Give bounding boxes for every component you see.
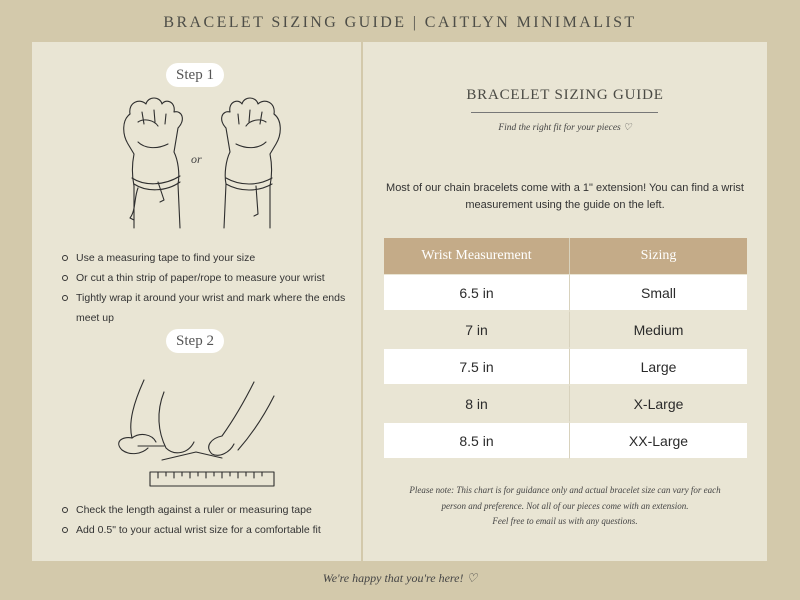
- table-row: [384, 422, 747, 459]
- column-header-wrist: Wrist Measurement: [384, 238, 570, 274]
- sizing-table: [384, 238, 747, 459]
- sizing-guide-subtitle: Find the right fit for your pieces ♡: [498, 123, 632, 133]
- sizing-guide-title: BRACELET SIZING GUIDE: [466, 87, 664, 103]
- footer-message: We're happy that you're here! ♡: [322, 571, 478, 585]
- note-line: Please note: This chart is for guidance only and actual bracelet size can vary for each: [409, 485, 721, 495]
- column-header-sizing: Sizing: [570, 238, 747, 274]
- step-2-instructions: [58, 500, 358, 540]
- table-row: [384, 274, 747, 311]
- list-item: Check the length against a ruler or measuring tape: [58, 500, 358, 520]
- step-2-label: Step 2: [166, 329, 224, 353]
- wrist-cell: 7.5 in: [384, 348, 570, 385]
- title-divider: [471, 112, 658, 113]
- wrist-cell: 8.5 in: [384, 422, 570, 459]
- size-cell: Medium: [570, 311, 747, 348]
- table-header-row: [384, 238, 747, 274]
- wrist-cell: 7 in: [384, 311, 570, 348]
- bullet-icon: [62, 527, 68, 533]
- or-separator: or: [191, 152, 202, 166]
- list-item: Use a measuring tape to find your size: [58, 248, 348, 268]
- size-cell: Large: [570, 348, 747, 385]
- page-header-title: BRACELET SIZING GUIDE | CAITLYN MINIMALIST: [163, 14, 637, 31]
- sizing-chart-panel: [363, 42, 767, 561]
- bullet-icon: [62, 275, 68, 281]
- wrist-cell: 8 in: [384, 385, 570, 422]
- intro-text: Most of our chain bracelets come with a 1" extension! You can find a wrist measurement using the guide on the left.: [386, 182, 744, 211]
- list-item: Add 0.5" to your actual wrist size for a comfortable fit: [58, 520, 358, 540]
- table-row: [384, 385, 747, 422]
- bullet-icon: [62, 255, 68, 261]
- bullet-icon: [62, 295, 68, 301]
- instructions-panel: [32, 42, 361, 561]
- size-cell: Small: [570, 274, 747, 311]
- hand-paper-strip-illustration: [216, 94, 296, 234]
- size-cell: XX-Large: [570, 422, 747, 459]
- table-row: [384, 311, 747, 348]
- hand-measuring-tape-illustration: [108, 94, 188, 234]
- step-1-instructions: [58, 248, 348, 328]
- list-item: Tightly wrap it around your wrist and mark where the ends meet up: [58, 288, 348, 328]
- bullet-icon: [62, 507, 68, 513]
- note-line: person and preference. Not all of our pieces come with an extension.: [441, 500, 689, 511]
- size-cell: X-Large: [570, 385, 747, 422]
- table-row: [384, 348, 747, 385]
- disclaimer-note: [383, 483, 747, 530]
- step-1-label: Step 1: [166, 63, 224, 87]
- wrist-cell: 6.5 in: [384, 274, 570, 311]
- note-line: Feel free to email us with any questions.: [492, 516, 638, 526]
- ruler-measuring-illustration: [104, 372, 284, 482]
- list-item: Or cut a thin strip of paper/rope to measure your wrist: [58, 268, 348, 288]
